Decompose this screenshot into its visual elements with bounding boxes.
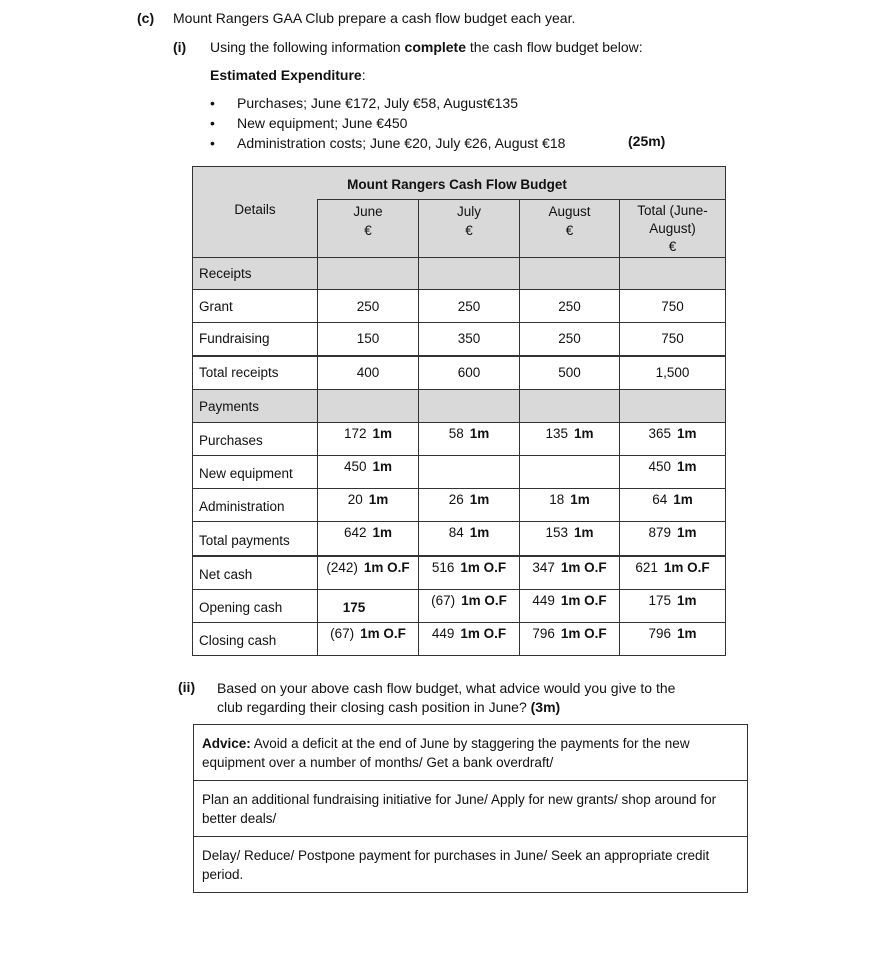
cell-value: 250 [520, 290, 620, 323]
list-item: • Purchases; June €172, July €58, August€135 [210, 93, 565, 113]
header-total-line1: Total (June- [637, 203, 708, 218]
cell-value [520, 423, 620, 456]
table-row [193, 323, 726, 356]
cell-value: 350 [419, 323, 520, 356]
receipts-blank [318, 258, 419, 290]
value: 879 [648, 525, 672, 540]
mark: 1m O.F [663, 559, 710, 575]
list-item: • New equipment; June €450 [210, 113, 565, 133]
table-title-cell [193, 167, 726, 200]
row-label: Administration [193, 489, 318, 522]
value: 26 [448, 492, 464, 507]
part-c-text: Mount Rangers GAA Club prepare a cash flow budget each year. [173, 10, 576, 26]
mark: 1m [372, 426, 393, 441]
row-label: Purchases [193, 423, 318, 456]
cell-value [419, 423, 520, 456]
mark: 1m [677, 626, 697, 641]
estimated-heading-colon: : [361, 67, 366, 83]
table-row [194, 725, 748, 781]
value: 365 [648, 426, 672, 441]
value: 449 [532, 593, 555, 608]
value: 516 [431, 559, 455, 575]
cell-value: 400 [318, 356, 419, 390]
value: 175 [342, 600, 366, 615]
table-row [193, 522, 726, 556]
advice-item-2: Plan an additional fundraising initiative for June/ Apply for new grants/ shop around for better deals/ [194, 781, 748, 837]
payments-blank [520, 390, 620, 423]
part-ii-line2-text: club regarding their closing cash position in June? [217, 699, 531, 715]
cell-value [620, 623, 726, 656]
value: 58 [448, 426, 464, 441]
cell-value: 500 [520, 356, 620, 390]
value: 449 [431, 626, 455, 641]
value: 450 [648, 459, 672, 474]
mark: 1m [677, 459, 697, 474]
header-june-currency: € [364, 223, 372, 238]
receipts-blank [620, 258, 726, 290]
part-ii-line1: Based on your above cash flow budget, what advice would you give to the [217, 680, 676, 696]
cell-value: 600 [419, 356, 520, 390]
header-details-label: Details [234, 201, 276, 217]
advice-label: Advice: [202, 736, 251, 751]
row-label: Opening cash [193, 590, 318, 623]
mark: 1m [574, 426, 594, 441]
value: 796 [648, 626, 672, 641]
part-ii-text [217, 679, 675, 717]
cell-value: 750 [620, 323, 726, 356]
cell-empty [419, 456, 520, 489]
cash-flow-table [192, 166, 726, 656]
mark: 1m [677, 593, 697, 608]
payments-label-text: Payments [199, 398, 260, 414]
part-i-text [210, 39, 643, 55]
mark: 1m O.F [460, 626, 507, 641]
cell-value [419, 522, 520, 556]
table-row [193, 456, 726, 489]
mark: 1m [372, 459, 393, 474]
mark: 1m [677, 426, 697, 441]
table-row [193, 623, 726, 656]
cell-value: 250 [520, 323, 620, 356]
cell-value [318, 522, 419, 556]
mark: 1m O.F [363, 559, 410, 575]
part-ii-marks: (3m) [530, 699, 561, 715]
table-row [193, 290, 726, 323]
advice-item-3: Delay/ Reduce/ Postpone payment for purchases in June/ Seek an appropriate credit period. [194, 837, 748, 893]
cell-value [419, 556, 520, 590]
value: 64 [652, 492, 668, 507]
cell-value [318, 556, 419, 590]
mark: 1m [469, 525, 490, 540]
cell-value [318, 590, 419, 623]
table-row [194, 781, 748, 837]
value: 172 [343, 426, 367, 441]
cell-value [620, 489, 726, 522]
table-row [193, 423, 726, 456]
value: 18 [549, 492, 565, 507]
mark: 1m [372, 525, 393, 540]
cell-value [620, 456, 726, 489]
advice-item-1-text: Avoid a deficit at the end of June by staggering the payments for the new equipment over a number of months/ Get a bank overdraft/ [202, 736, 690, 770]
cell-value [318, 623, 419, 656]
value: 135 [545, 426, 568, 441]
receipts-label-text: Receipts [199, 266, 252, 281]
header-august-label: August [548, 204, 591, 219]
row-label: Fundraising [193, 323, 318, 356]
value: 642 [343, 525, 367, 540]
payments-blank [419, 390, 520, 423]
cell-value [419, 623, 520, 656]
header-details [193, 200, 318, 258]
row-label: Net cash [193, 556, 318, 590]
mark: 1m [673, 492, 693, 507]
receipts-blank [520, 258, 620, 290]
table-row [193, 590, 726, 623]
cell-value [520, 556, 620, 590]
value: 153 [545, 525, 568, 540]
table-row [193, 356, 726, 390]
row-label: New equipment [193, 456, 318, 489]
marks-label: (25m) [628, 133, 666, 149]
row-label: Total receipts [193, 356, 318, 390]
value: 84 [448, 525, 464, 540]
estimated-heading-text: Estimated Expenditure [210, 67, 362, 83]
part-c-label: (c) [137, 10, 155, 26]
part-i-text-a: Using the following information [210, 39, 405, 55]
cell-value [318, 456, 419, 489]
value: (67) [330, 626, 355, 641]
header-august-currency: € [565, 223, 574, 238]
cell-value [620, 556, 726, 590]
cell-value: 150 [318, 323, 419, 356]
estimated-heading [210, 67, 366, 83]
mark: 1m [469, 492, 490, 507]
cell-value [419, 489, 520, 522]
header-july [419, 200, 520, 258]
mark: 1m O.F [560, 559, 607, 575]
cell-value [318, 423, 419, 456]
table-title: Mount Rangers Cash Flow Budget [347, 176, 567, 192]
payments-blank [318, 390, 419, 423]
mark: 1m O.F [560, 593, 607, 608]
value: 175 [648, 593, 672, 608]
header-august [520, 200, 620, 258]
header-july-label: July [456, 204, 481, 219]
receipts-label [193, 258, 318, 290]
value: 621 [635, 559, 658, 575]
cell-value [520, 522, 620, 556]
header-june [318, 200, 419, 258]
part-i-label: (i) [173, 39, 187, 55]
part-ii-line2 [217, 698, 675, 717]
row-label: Grant [193, 290, 318, 323]
cell-empty [520, 456, 620, 489]
cell-value: 250 [318, 290, 419, 323]
mark: 1m [677, 525, 697, 540]
cell-value: 250 [419, 290, 520, 323]
value: (242) [326, 559, 358, 575]
header-total-currency: € [668, 239, 677, 254]
cell-value: 1,500 [620, 356, 726, 390]
header-july-currency: € [465, 223, 473, 238]
advice-table [193, 724, 748, 893]
cell-value [520, 590, 620, 623]
row-label: Total payments [193, 522, 318, 556]
receipts-blank [419, 258, 520, 290]
part-ii-label: (ii) [178, 679, 196, 695]
cell-value [520, 489, 620, 522]
cell-value [620, 522, 726, 556]
mark: 1m [368, 492, 389, 507]
part-i-text-bold: complete [404, 39, 467, 55]
mark: 1m [469, 426, 490, 441]
payments-label [193, 390, 318, 423]
mark: 1m O.F [461, 593, 507, 608]
cell-value: 750 [620, 290, 726, 323]
value: 20 [347, 492, 363, 507]
cell-value [318, 489, 419, 522]
cell-value [419, 590, 520, 623]
mark: 1m O.F [560, 626, 607, 641]
header-june-label: June [353, 204, 383, 219]
payments-blank [620, 390, 726, 423]
cell-value [620, 423, 726, 456]
header-total-line2: August) [649, 221, 696, 236]
table-row [193, 556, 726, 590]
table-row [193, 489, 726, 522]
mark: 1m [570, 492, 590, 507]
header-total [620, 200, 726, 258]
part-i-text-b: the cash flow budget below: [466, 39, 643, 55]
value: 450 [343, 459, 367, 474]
advice-item-1 [194, 725, 748, 781]
row-label: Closing cash [193, 623, 318, 656]
list-item: • Administration costs; June €20, July €26, August €18 [210, 133, 565, 153]
mark: 1m O.F [460, 559, 507, 575]
value: 796 [532, 626, 555, 641]
table-row [194, 837, 748, 893]
cell-value [620, 590, 726, 623]
cell-value [520, 623, 620, 656]
value: 347 [532, 559, 555, 575]
value: (67) [431, 593, 456, 608]
mark: 1m [574, 525, 594, 540]
expenditure-list [210, 93, 565, 153]
mark: 1m O.F [360, 626, 406, 641]
